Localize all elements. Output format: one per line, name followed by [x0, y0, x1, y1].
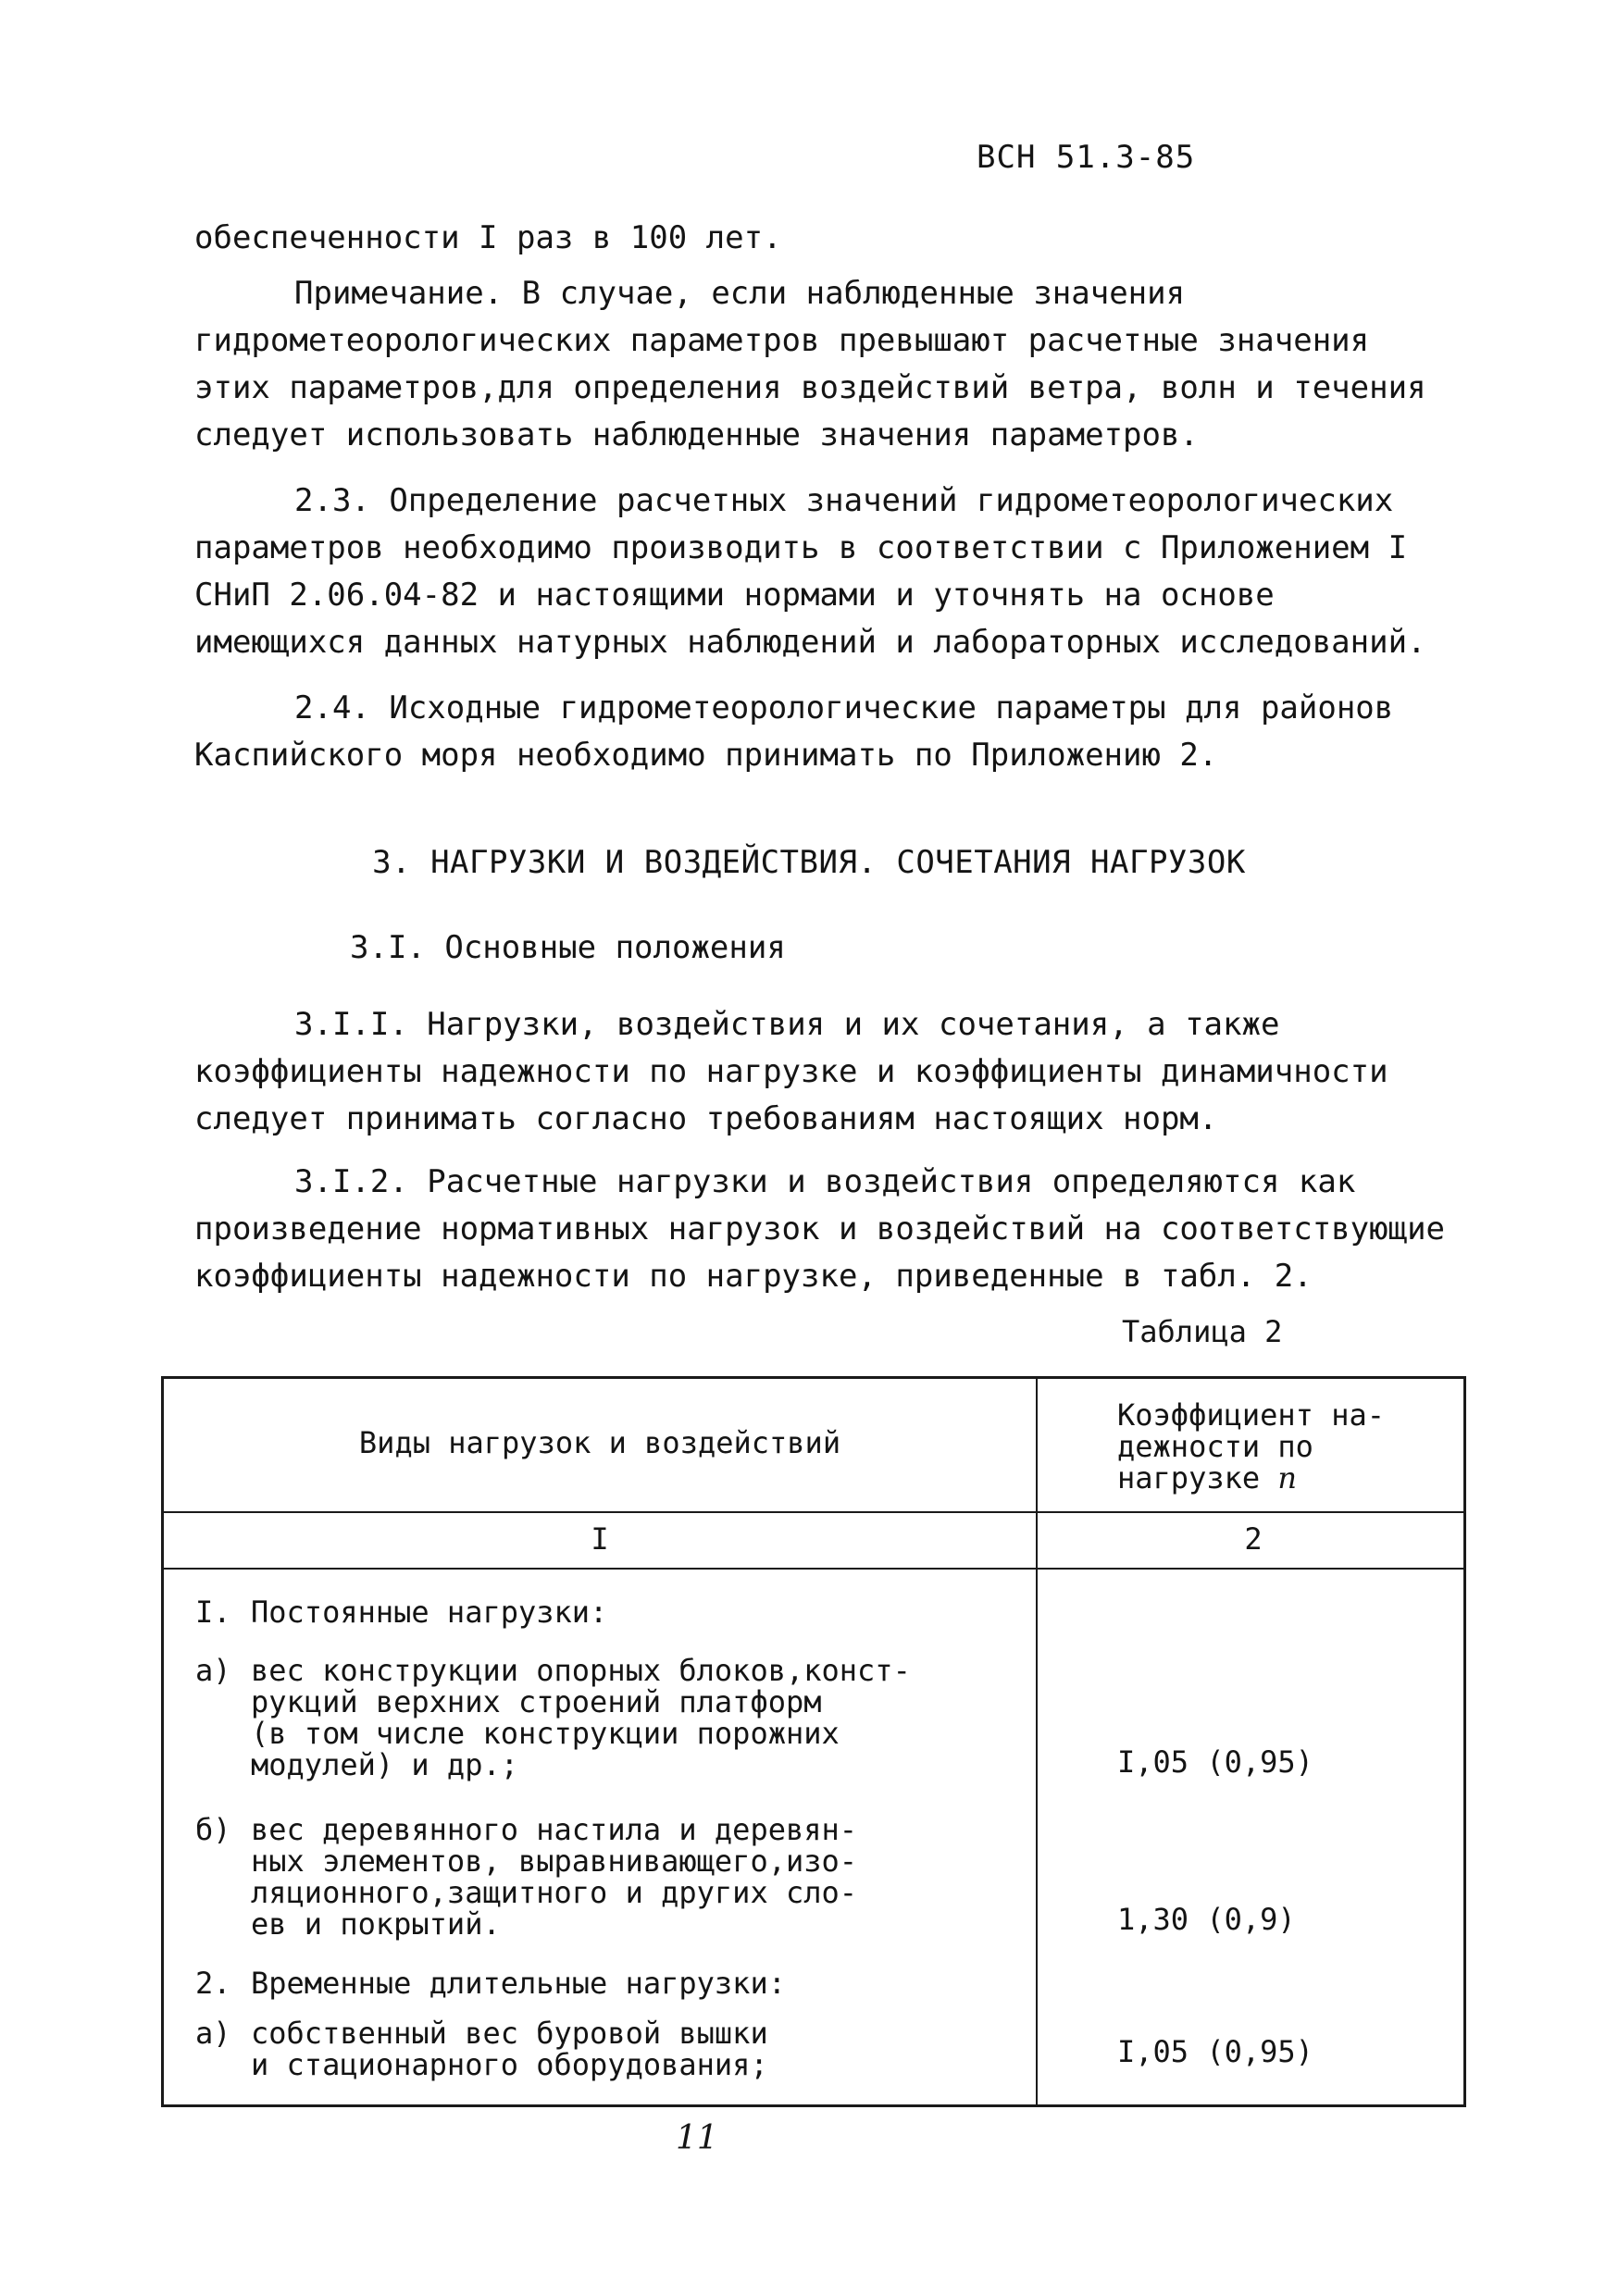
- header-right-line-3-text: нагрузке: [1117, 1460, 1261, 1496]
- header-right-line-2: дежности по: [1117, 1429, 1313, 1464]
- table-row: [195, 2017, 1010, 2080]
- row-marker: а): [195, 1653, 231, 1688]
- group-marker: I.: [195, 1595, 231, 1630]
- table-row: [195, 1655, 1010, 1781]
- row-line: собственный вес буровой вышки: [251, 2016, 768, 2051]
- row-description: [251, 2017, 1010, 2080]
- table-caption: Таблица 2: [1122, 1314, 1283, 1349]
- row-line: ев и покрытий.: [251, 1906, 501, 1942]
- paragraph-3-1-1: 3.I.I. Нагрузки, воздействия и их сочетания, а также коэффициенты надежности по нагрузке и коэффициенты динамичности следует принимать согласно требованиям настоящих норм.: [194, 1006, 1388, 1137]
- header-right-line-1: Коэффициент на-: [1117, 1397, 1385, 1433]
- row-line: вес деревянного настила и деревян-: [251, 1812, 858, 1847]
- row-line: и стационарного оборудования;: [251, 2047, 768, 2082]
- table-column-divider: [1036, 1379, 1038, 2104]
- row-line: модулей) и др.;: [251, 1747, 518, 1782]
- note-paragraph: Примечание. В случае, если наблюденные значения гидрометеорологических параметров превышают расчетные значения этих параметров,для определения воздействий ветра, волн и течения следует использовать наблюденные значения параметров.: [194, 275, 1426, 453]
- paragraph-3-1-2: 3.I.2. Расчетные нагрузки и воздействия определяются как произведение нормативных нагрузок и воздействий на соответствующие коэффициенты надежности по нагрузке, приведенные в табл. 2.: [194, 1163, 1446, 1295]
- row-marker: а): [195, 2016, 231, 2051]
- group-title: Постоянные нагрузки:: [251, 1595, 608, 1630]
- header-load-types: Виды нагрузок и воздействий: [358, 1425, 841, 1460]
- row-line: рукций верхних строений платформ: [251, 1684, 822, 1719]
- group-temporary-long-loads: [195, 1967, 1010, 1999]
- header-reliability-coefficient: [1117, 1399, 1450, 1494]
- group-marker: 2.: [195, 1966, 231, 2001]
- row-description: [251, 1655, 1010, 1781]
- paragraph-2-3: 2.3. Определение расчетных значений гидрометеорологических параметров необходимо производить в соответствии с Приложением I СНиП 2.06.04-82 и настоящими нормами и уточнять на основе имеющихся данных натурных наблюдений и лабораторных исследований.: [194, 482, 1426, 661]
- row-coefficient: I,05 (0,95): [1117, 1744, 1313, 1780]
- row-line: ных элементов, выравнивающего,изо-: [251, 1843, 858, 1879]
- row-line: ляционного,защитного и других сло-: [251, 1875, 858, 1910]
- row-coefficient: 1,30 (0,9): [1117, 1902, 1296, 1937]
- coefficient-symbol: n: [1277, 1460, 1297, 1496]
- page-number: 11: [676, 2119, 718, 2157]
- section-title: 3. НАГРУЗКИ И ВОЗДЕЙСТВИЯ. СОЧЕТАНИЯ НАГРУЗОК: [372, 844, 1246, 881]
- row-line: (в том числе конструкции порожних: [251, 1716, 840, 1751]
- table-header-divider: [164, 1511, 1463, 1513]
- subsection-title: 3.I. Основные положения: [350, 929, 786, 966]
- group-permanent-loads: [195, 1596, 1010, 1628]
- group-title: Временные длительные нагрузки:: [251, 1966, 786, 2001]
- row-marker: б): [195, 1812, 231, 1847]
- paragraph-2-4: 2.4. Исходные гидрометеорологические параметры для районов Каспийского моря необходимо принимать по Приложению 2.: [194, 689, 1394, 774]
- column-number-2: 2: [1244, 1521, 1263, 1557]
- row-coefficient: I,05 (0,95): [1117, 2034, 1313, 2069]
- table-row: [195, 1814, 1010, 1940]
- table-numbering-divider: [164, 1568, 1463, 1570]
- document-code: ВСН 51.3-85: [977, 139, 1196, 176]
- row-description: [251, 1814, 1010, 1940]
- paragraph-continuation: обеспеченности I раз в 100 лет.: [194, 219, 782, 256]
- row-line: вес конструкции опорных блоков,конст-: [251, 1653, 911, 1688]
- header-right-line-3: [1117, 1462, 1450, 1494]
- load-factors-table: [161, 1376, 1466, 2107]
- column-number-1: I: [591, 1521, 609, 1557]
